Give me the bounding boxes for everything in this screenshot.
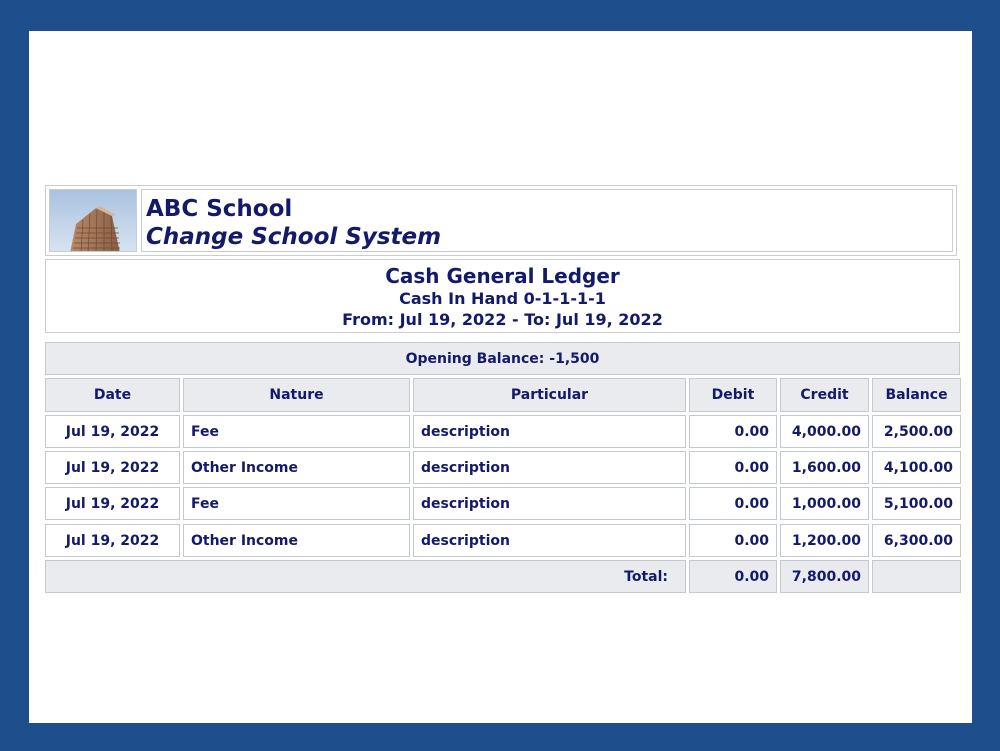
column-header-debit: Debit [689, 378, 777, 412]
row-nature: Other Income [183, 451, 410, 484]
row-nature: Fee [183, 487, 410, 520]
report-page [29, 31, 972, 723]
row-credit: 1,600.00 [780, 451, 869, 484]
school-name: ABC School [146, 196, 293, 222]
row-debit: 0.00 [689, 451, 777, 484]
row-date: Jul 19, 2022 [45, 415, 180, 448]
opening-balance: Opening Balance: -1,500 [45, 342, 960, 375]
row-nature: Other Income [183, 524, 410, 557]
building-logo-icon [50, 190, 137, 252]
row-particular: description [413, 524, 686, 557]
school-system-name: Change School System [146, 224, 442, 250]
row-balance: 6,300.00 [872, 524, 961, 557]
school-title-box [141, 189, 953, 252]
school-logo [49, 189, 137, 252]
row-date: Jul 19, 2022 [45, 487, 180, 520]
row-balance: 2,500.00 [872, 415, 961, 448]
report-account: Cash In Hand 0-1-1-1-1 [399, 289, 606, 308]
row-credit: 1,000.00 [780, 487, 869, 520]
row-debit: 0.00 [689, 487, 777, 520]
row-particular: description [413, 451, 686, 484]
totals-balance [872, 560, 961, 593]
row-date: Jul 19, 2022 [45, 524, 180, 557]
row-credit: 4,000.00 [780, 415, 869, 448]
row-debit: 0.00 [689, 524, 777, 557]
row-balance: 5,100.00 [872, 487, 961, 520]
row-credit: 1,200.00 [780, 524, 869, 557]
report-title: Cash General Ledger [385, 264, 620, 288]
column-header-particular: Particular [413, 378, 686, 412]
row-nature: Fee [183, 415, 410, 448]
report-period: From: Jul 19, 2022 - To: Jul 19, 2022 [342, 310, 663, 329]
row-debit: 0.00 [689, 415, 777, 448]
column-header-date: Date [45, 378, 180, 412]
row-particular: description [413, 415, 686, 448]
report-title-box [45, 259, 960, 333]
totals-debit: 0.00 [689, 560, 777, 593]
column-header-balance: Balance [872, 378, 961, 412]
totals-credit: 7,800.00 [780, 560, 869, 593]
column-header-nature: Nature [183, 378, 410, 412]
row-balance: 4,100.00 [872, 451, 961, 484]
column-header-credit: Credit [780, 378, 869, 412]
school-header [45, 185, 957, 256]
row-particular: description [413, 487, 686, 520]
row-date: Jul 19, 2022 [45, 451, 180, 484]
totals-label: Total: [45, 560, 686, 593]
